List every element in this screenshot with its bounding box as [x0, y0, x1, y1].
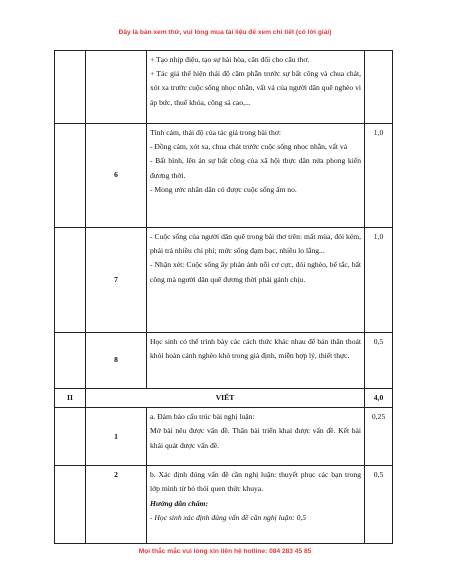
- answer-line: Tình cảm, thái độ của tác giả trong bài thơ:: [150, 128, 281, 137]
- answer-line: - Đồng cảm, xót xa, chua chát trước cuộc sống nhọc nhằn, vất vả: [150, 142, 348, 152]
- guide-line: - Học sinh xác định đúng vấn đề cần nghị luận: 0,5: [150, 512, 307, 522]
- answer-line: + Tạo nhịp điệu, tạo sự hài hòa, cân đối cho câu thơ.: [150, 55, 310, 64]
- question-number-cell: [86, 51, 147, 124]
- answer-cell: [147, 228, 365, 333]
- answer-cell: [147, 51, 365, 124]
- answer-cell: [147, 124, 365, 228]
- section-header-row: [55, 389, 393, 408]
- answer-line: - Bất bình, lên án sự bất công của xã hội thực dân nửa phong kiến đương thời.: [150, 156, 361, 180]
- score: 0,25: [365, 408, 393, 466]
- table-row: [55, 333, 393, 389]
- answer-line: - Nhận xét: Cuộc sống ấy phản ánh nỗi cơ cực, đói nghèo, bế tắc, bất công mà người dân quê đương thời phải gánh chịu.: [150, 260, 361, 284]
- answer-line: Học sinh có thể trình bày các cách thức khác nhau để bản thân thoát khỏi hoàn cảnh nghèo khó trong giả định, miễn hợp lý, thiết thực.: [150, 337, 361, 361]
- section-cell: [55, 408, 86, 466]
- hotline-banner: Mọi thắc mắc vui lòng xin liên hệ hotline: 084 283 45 85: [138, 548, 312, 555]
- answer-key-table: [54, 50, 393, 544]
- answer-line: - Cuộc sống của người dân quê trong bài thơ trên: mất mùa, đói kém, phải trả nhiều chi phí; mức sống đạm bạc, nhiều lo lắng...: [150, 232, 361, 256]
- question-number: 1: [86, 408, 147, 466]
- section-number: II: [55, 389, 86, 408]
- answer-cell: [147, 408, 365, 466]
- score: 1,0: [365, 228, 393, 333]
- answer-line: b. Xác định đúng vấn đề cần nghị luận: thuyết phục các bạn trong lớp mình từ bỏ thói quen thức khuya.: [150, 470, 361, 494]
- table-row: [55, 124, 393, 228]
- answer-cell: [147, 333, 365, 389]
- score: 0,5: [365, 466, 393, 544]
- answer-line: a. Đảm bảo cấu trúc bài nghị luận:: [150, 412, 255, 422]
- section-cell: [55, 124, 86, 228]
- section-cell: [55, 466, 86, 544]
- score: 1,0: [365, 124, 393, 228]
- answer-line: - Mong ước nhân dân có được cuộc sống ấm no.: [150, 184, 297, 194]
- answer-line: + Tác giả thể hiện thái độ căm phẫn trước sự bất công và chua chát, xót xa trước cuộc sống nhọc nhằn, vất vả của người dân quê nghèo vì áp bức, thuế khóa, công sá cao,...: [150, 69, 361, 107]
- preview-banner: Đây là bản xem thử, vui lòng mua tài liệu để xem chi tiết (có lời giải): [118, 29, 332, 36]
- section-cell: [55, 51, 86, 124]
- section-title: VIẾT: [86, 389, 365, 408]
- table-row: [55, 51, 393, 124]
- question-number: 7: [86, 228, 147, 333]
- score-cell: [365, 51, 393, 124]
- answer-line: Mở bài nêu được vấn đề. Thân bài triển khai được vấn đề. Kết bài khái quát được vấn đề.: [150, 426, 361, 450]
- answer-cell: [147, 466, 365, 544]
- section-cell: [55, 333, 86, 389]
- score: 0,5: [365, 333, 393, 389]
- table-row: [55, 228, 393, 333]
- guide-heading: Hướng dẫn chấm:: [150, 498, 208, 508]
- table-row: [55, 466, 393, 544]
- question-number: 8: [86, 333, 147, 389]
- question-number: 2: [86, 466, 147, 544]
- section-score: 4,0: [365, 389, 393, 408]
- section-cell: [55, 228, 86, 333]
- question-number: 6: [86, 124, 147, 228]
- table-row: [55, 408, 393, 466]
